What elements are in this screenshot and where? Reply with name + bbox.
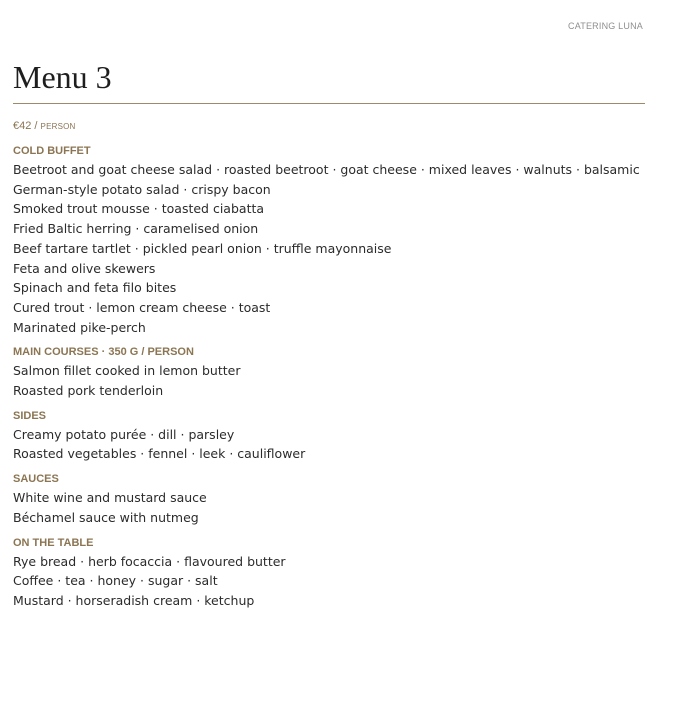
section-sides [13, 407, 663, 464]
title-divider [13, 103, 645, 104]
section-sauces [13, 470, 663, 527]
menu-item: Beef tartare tartlet · pickled pearl onion · truffle mayonnaise [13, 240, 392, 256]
section-title: COLD BUFFET [13, 145, 91, 157]
item-list [13, 361, 663, 400]
menu-item: Coffee · tea · honey · sugar · salt [13, 573, 218, 589]
menu-item: Fried Baltic herring · caramelised onion [13, 221, 259, 237]
menu-item: Smoked trout mousse · toasted ciabatta [13, 201, 265, 217]
menu-item: Béchamel sauce with nutmeg [13, 509, 199, 525]
menu-item: Beetroot and goat cheese salad · roasted beetroot · goat cheese · mixed leaves · walnuts · balsamic [13, 162, 640, 177]
section-title: SAUCES [13, 473, 59, 486]
menu-item: Roasted pork tenderloin [13, 383, 164, 399]
section-main-courses [13, 343, 663, 400]
menu-item: Salmon fillet cooked in lemon butter [13, 363, 241, 379]
page-title: Menu 3 [13, 59, 112, 95]
menu-item: Marinated pike-perch [13, 319, 146, 335]
brand-name: CATERING LUNA [568, 21, 643, 31]
item-list [13, 488, 663, 527]
menu-item: Rye bread · herb focaccia · flavoured butter [13, 553, 286, 569]
menu-item: Spinach and feta filo bites [13, 280, 177, 296]
menu-item: German-style potato salad · crispy bacon [13, 181, 271, 197]
menu-item: Cured trout · lemon cream cheese · toast [13, 299, 271, 315]
menu-item: White wine and mustard sauce [13, 490, 207, 506]
section-cold-buffet [13, 142, 663, 337]
section-on-the-table [13, 534, 663, 611]
price-per-person [13, 119, 663, 134]
item-list [13, 160, 663, 337]
section-title: SIDES [13, 409, 47, 422]
menu-item: Creamy potato purée · dill · parsley [13, 426, 235, 442]
price-unit: PERSON [40, 122, 76, 131]
menu-body [13, 119, 663, 617]
item-list [13, 552, 663, 611]
menu-item: Roasted vegetables · fennel · leek · cauliflower [13, 446, 306, 462]
price-amount: €42 / [13, 120, 38, 132]
item-list [13, 425, 663, 464]
menu-item: Mustard · horseradish cream · ketchup [13, 592, 255, 608]
menu-item: Feta and olive skewers [13, 260, 156, 276]
section-title: ON THE TABLE [13, 536, 94, 549]
section-title: MAIN COURSES · 350 G / PERSON [13, 346, 194, 359]
